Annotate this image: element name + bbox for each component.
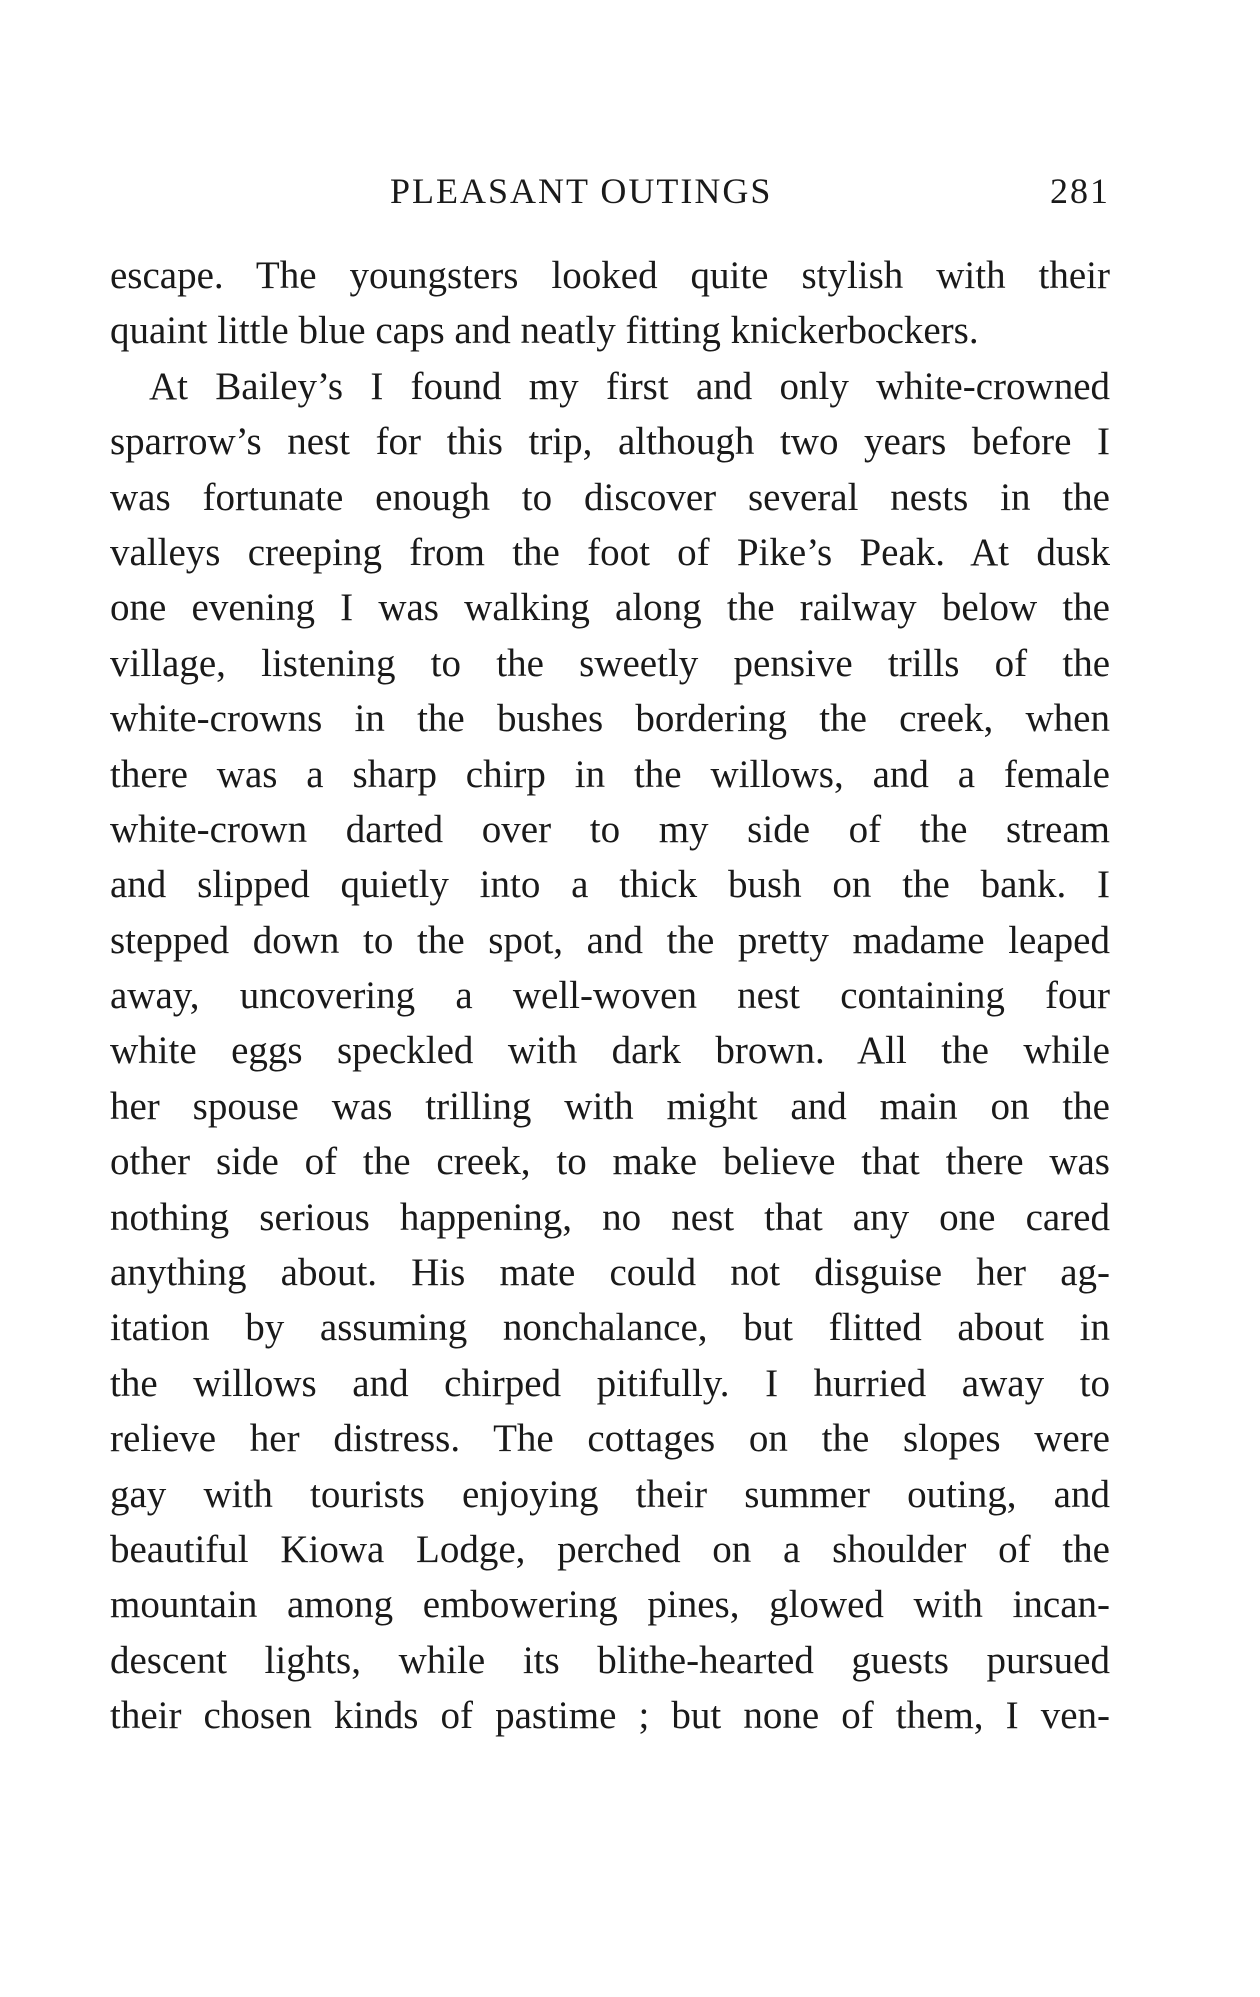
text-line: her spouse was trilling with might and main on the bbox=[110, 1084, 1110, 1128]
text-line: their chosen kinds of pastime ; but none of them, I ven- bbox=[110, 1694, 1110, 1738]
text-line: white-crown darted over to my side of the stream bbox=[110, 807, 1110, 851]
text-line: anything about. His mate could not disguise her ag- bbox=[110, 1251, 1110, 1295]
text-line: the willows and chirped pitifully. I hurried away to bbox=[110, 1361, 1110, 1405]
text-line: beautiful Kiowa Lodge, perched on a shoulder of the bbox=[110, 1527, 1110, 1571]
page-header bbox=[110, 170, 1110, 220]
body-text bbox=[110, 248, 1110, 1744]
text-line: white-crowns in the bushes bordering the creek, when bbox=[110, 697, 1110, 741]
text-line: stepped down to the spot, and the pretty madame leaped bbox=[110, 918, 1110, 962]
text-line: and slipped quietly into a thick bush on the bank. I bbox=[110, 863, 1110, 907]
text-line: was fortunate enough to discover several nests in the bbox=[110, 475, 1110, 519]
text-line: valleys creeping from the foot of Pike’s Peak. At dusk bbox=[110, 530, 1110, 574]
running-title: PLEASANT OUTINGS bbox=[390, 171, 773, 211]
page-number: 281 bbox=[1050, 171, 1110, 211]
text-line: other side of the creek, to make believe that there was bbox=[110, 1140, 1110, 1184]
text-line: itation by assuming nonchalance, but flitted about in bbox=[110, 1306, 1110, 1350]
text-line: quaint little blue caps and neatly fitting knickerbockers. bbox=[110, 309, 979, 353]
text-line: descent lights, while its blithe-hearted guests pursued bbox=[110, 1638, 1110, 1682]
text-line: nothing serious happening, no nest that any one cared bbox=[110, 1195, 1110, 1239]
text-line: gay with tourists enjoying their summer outing, and bbox=[110, 1472, 1110, 1516]
text-line: At Bailey’s I found my first and only white-crowned bbox=[110, 364, 1110, 408]
text-line: escape. The youngsters looked quite stylish with their bbox=[110, 254, 1110, 297]
text-line: one evening I was walking along the railway below the bbox=[110, 586, 1110, 630]
text-line: village, listening to the sweetly pensive trills of the bbox=[110, 641, 1110, 685]
text-line: relieve her distress. The cottages on the slopes were bbox=[110, 1417, 1110, 1461]
text-line: sparrow’s nest for this trip, although two years before I bbox=[110, 420, 1110, 464]
text-line: away, uncovering a well-woven nest containing four bbox=[110, 974, 1110, 1018]
text-line: there was a sharp chirp in the willows, and a female bbox=[110, 752, 1110, 796]
text-line: white eggs speckled with dark brown. All the while bbox=[110, 1029, 1110, 1073]
text-line: mountain among embowering pines, glowed with incan- bbox=[110, 1583, 1110, 1627]
